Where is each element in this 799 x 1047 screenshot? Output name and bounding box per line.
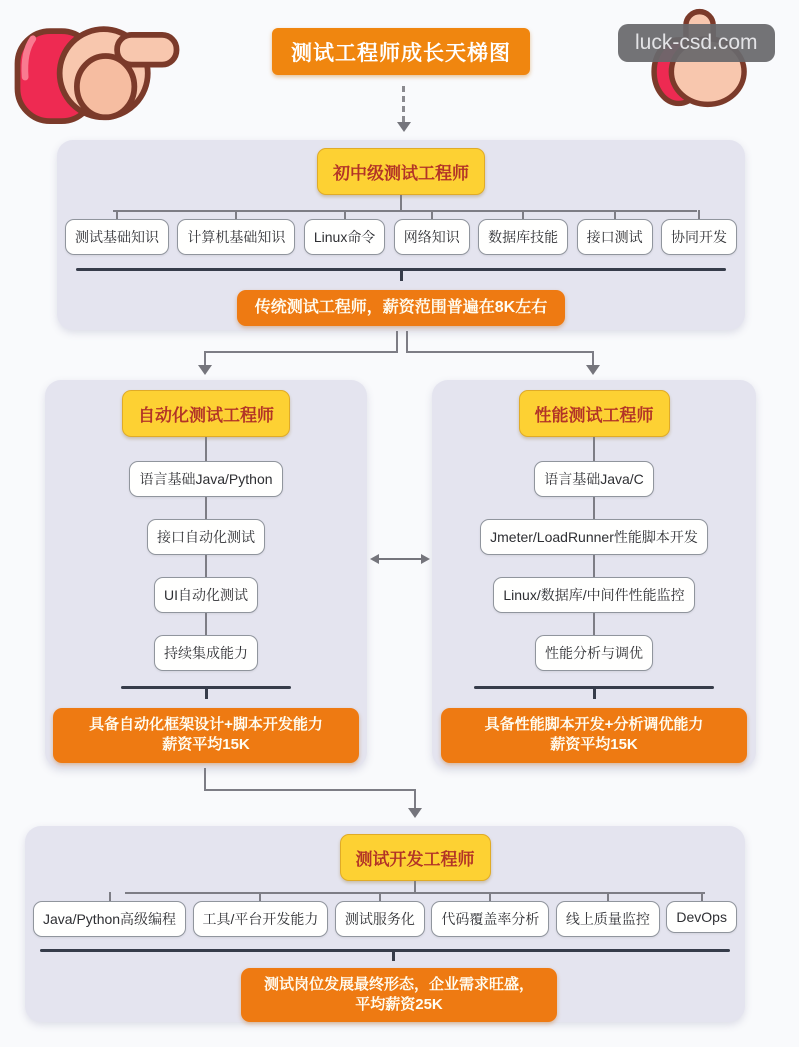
- skill-cell: [304, 210, 385, 255]
- devtest-connector-stem: [414, 789, 416, 809]
- skill-box: 协同开发: [661, 219, 737, 255]
- devtest-header-stub: [414, 881, 416, 892]
- skill-box: 接口自动化测试: [147, 519, 265, 555]
- skill-box: UI自动化测试: [154, 577, 258, 613]
- skill-cell: [661, 210, 737, 255]
- devtest-tree-rail: [125, 892, 705, 894]
- split-stem-right: [406, 331, 408, 352]
- devtest-salary-banner: [241, 968, 557, 1023]
- split-stem-left: [396, 331, 398, 352]
- skill-box: 测试服务化: [335, 901, 425, 937]
- performance-salary-banner: [441, 708, 747, 763]
- split-arrow-left: [198, 365, 212, 375]
- skill-cell: [666, 892, 737, 937]
- skill-cell: [33, 892, 186, 937]
- split-drop-left: [204, 351, 206, 366]
- section-performance-engineer: [432, 380, 756, 768]
- skill-box: DevOps: [666, 901, 737, 933]
- junior-skills-row: [57, 210, 745, 255]
- junior-tree-rail: [113, 210, 697, 212]
- performance-header: 性能测试工程师: [519, 390, 670, 437]
- skill-box: 工具/平台开发能力: [193, 901, 329, 937]
- watermark-badge: luck-csd.com: [618, 24, 775, 62]
- skill-box: Linux命令: [304, 219, 385, 255]
- branch-link-line: [378, 558, 422, 560]
- devtest-tick: [392, 952, 395, 961]
- split-rail-right: [406, 351, 593, 353]
- split-drop-right: [592, 351, 594, 366]
- pointing-hand-icon: [6, 10, 188, 125]
- stub: [593, 613, 595, 635]
- skill-box: Jmeter/LoadRunner性能脚本开发: [480, 519, 708, 555]
- stub: [205, 437, 207, 461]
- skill-cell: [431, 892, 549, 937]
- automation-tick: [205, 689, 208, 699]
- skill-box: 计算机基础知识: [177, 219, 295, 255]
- stub: [205, 497, 207, 519]
- banner-line1: 具备性能脚本开发+分析调优能力: [484, 716, 704, 733]
- stub: [593, 497, 595, 519]
- title-down-connector: [402, 86, 405, 122]
- devtest-skills-row: [25, 892, 745, 937]
- skill-box: 数据库技能: [478, 219, 568, 255]
- devtest-header: 测试开发工程师: [340, 834, 491, 881]
- devtest-summary-rail: [40, 949, 730, 952]
- stub: [205, 613, 207, 635]
- banner-line1: 具备自动化框架设计+脚本开发能力: [89, 716, 323, 733]
- skill-box: Linux/数据库/中间件性能监控: [493, 577, 694, 613]
- skill-box: 线上质量监控: [556, 901, 660, 937]
- junior-header: 初中级测试工程师: [317, 148, 485, 195]
- page-title: 测试工程师成长天梯图: [272, 28, 530, 75]
- split-rail-left: [204, 351, 398, 353]
- junior-salary-banner: 传统测试工程师，薪资范围普遍在8K左右: [237, 290, 565, 326]
- skill-cell: [478, 210, 568, 255]
- stub: [109, 892, 111, 901]
- devtest-connector-arrowhead: [408, 808, 422, 818]
- banner-line2: 平均薪资25K: [355, 995, 443, 1013]
- junior-tick: [400, 271, 403, 281]
- section-junior-engineer: [57, 140, 745, 330]
- banner-line2: 薪资平均15K: [162, 736, 250, 754]
- automation-salary-banner: [53, 708, 359, 763]
- stub: [205, 555, 207, 577]
- branch-link-arrowhead-left: [370, 554, 379, 564]
- banner-line1: 测试岗位发展最终形态，企业需求旺盛，: [263, 975, 534, 993]
- skill-cell: [556, 892, 660, 937]
- skill-box: 持续集成能力: [154, 635, 258, 671]
- skill-box: 网络知识: [394, 219, 470, 255]
- skill-cell: [193, 892, 329, 937]
- skill-box: 语言基础Java/Python: [129, 461, 282, 497]
- title-down-arrowhead: [397, 122, 411, 132]
- devtest-connector-rail: [204, 789, 416, 791]
- performance-tick: [593, 689, 596, 699]
- skill-box: 代码覆盖率分析: [431, 901, 549, 937]
- skill-box: 接口测试: [577, 219, 653, 255]
- branch-link-arrowhead-right: [421, 554, 430, 564]
- stub: [698, 210, 700, 219]
- skill-cell: [335, 892, 425, 937]
- stub: [593, 555, 595, 577]
- junior-header-stub: [400, 195, 402, 210]
- skill-cell: [577, 210, 653, 255]
- section-devtest-engineer: [25, 826, 745, 1022]
- skill-cell: [177, 210, 295, 255]
- section-automation-engineer: [45, 380, 367, 768]
- automation-header: 自动化测试工程师: [122, 390, 290, 437]
- skill-box: 语言基础Java/C: [534, 461, 654, 497]
- skill-cell: [394, 210, 470, 255]
- devtest-connector-drop: [204, 768, 206, 791]
- skill-box: 性能分析与调优: [535, 635, 653, 671]
- skill-box: Java/Python高级编程: [33, 901, 186, 937]
- split-arrow-right: [586, 365, 600, 375]
- skill-box: 测试基础知识: [65, 219, 169, 255]
- stub: [593, 437, 595, 461]
- banner-line2: 薪资平均15K: [550, 736, 638, 754]
- skill-cell: [65, 210, 169, 255]
